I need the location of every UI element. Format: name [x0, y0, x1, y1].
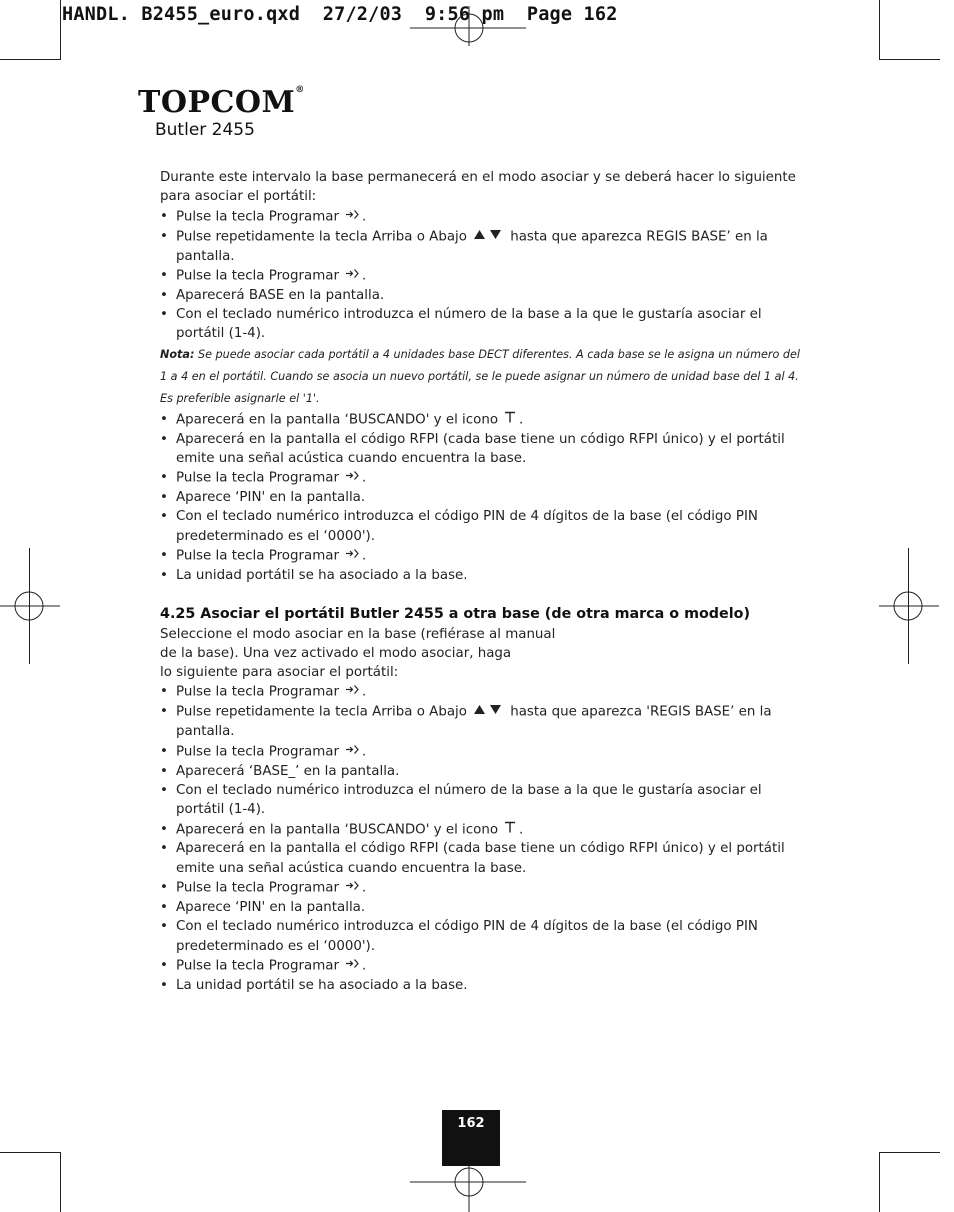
list-item: • Aparecerá en la pantalla ‘BUSCANDO' y el icono .	[160, 820, 810, 840]
section-heading: 4.25 Asociar el portátil Butler 2455 a otra base (de otra marca o modelo)	[160, 606, 750, 623]
list-item: • Con el teclado numérico introduzca el número de la base a la que le gustaría asociar el portátil (1-4).	[160, 305, 810, 344]
list-item: • Pulse la tecla Programar .	[160, 742, 810, 762]
list-item: • Pulse repetidamente la tecla Arriba o Abajo hasta que aparezca 'REGIS BASE’ en la pantalla.	[160, 702, 810, 741]
model-name: Butler 2455	[155, 120, 255, 140]
note-text: Se puede asociar cada portátil a 4 unidades base DECT diferentes. A cada base se le asigna un número del 1 a 4 en el portátil. Cuando se asocia un nuevo portátil, se le puede asignar un número de unidad base del 1 al 4. Es preferible asignarle el '1'.	[160, 347, 800, 405]
list-item: • Aparecerá en la pantalla ‘BUSCANDO' y el icono .	[160, 410, 810, 430]
steps-list-3	[160, 682, 810, 995]
list-item: • Pulse la tecla Programar .	[160, 546, 810, 566]
list-item: • Pulse la tecla Programar .	[160, 468, 810, 488]
print-slug: HANDL. B2455_euro.qxd 27/2/03 9:56 pm Page 162	[62, 4, 618, 25]
list-item: • Pulse la tecla Programar .	[160, 682, 810, 702]
antenna-icon	[504, 410, 516, 429]
intro-paragraph: Durante este intervalo la base permanecerá en el modo asociar y se deberá hacer lo siguiente para asociar el portátil:	[160, 170, 796, 205]
list-item: • Aparecerá ‘BASE_’ en la pantalla.	[160, 762, 810, 781]
list-item: • La unidad portátil se ha asociado a la base.	[160, 976, 810, 995]
list-item: • Aparecerá en la pantalla el código RFPI (cada base tiene un código RFPI único) y el portátil emite una señal acústica cuando encuentra la base.	[160, 839, 810, 878]
list-item: • Con el teclado numérico introduzca el código PIN de 4 dígitos de la base (el código PIN predeterminado es el ‘0000').	[160, 507, 810, 546]
program-key-icon	[345, 742, 359, 761]
manual-body	[160, 168, 810, 995]
topcom-logo	[138, 85, 305, 120]
list-item: • Pulse la tecla Programar .	[160, 207, 810, 227]
steps-list-1	[160, 207, 810, 344]
note-label: Nota:	[160, 347, 195, 361]
up-down-arrows-icon	[473, 702, 503, 721]
registered-mark: ®	[295, 85, 305, 95]
logo-text: TOPCOM	[138, 85, 296, 120]
registration-mark-right	[879, 585, 939, 629]
note-paragraph	[160, 344, 810, 410]
list-item: • Pulse repetidamente la tecla Arriba o Abajo hasta que aparezca REGIS BASE’ en la pantalla.	[160, 227, 810, 266]
steps-list-2	[160, 410, 810, 586]
program-key-icon	[345, 878, 359, 897]
program-key-icon	[345, 207, 359, 226]
list-item: • Con el teclado numérico introduzca el código PIN de 4 dígitos de la base (el código PIN predeterminado es el ‘0000').	[160, 917, 810, 956]
program-key-icon	[345, 468, 359, 487]
list-item: • La unidad portátil se ha asociado a la base.	[160, 566, 810, 585]
list-item: • Aparecerá en la pantalla el código RFPI (cada base tiene un código RFPI único) y el portátil emite una señal acústica cuando encuentra la base.	[160, 430, 810, 469]
section-intro-line: de la base). Una vez activado el modo asociar, haga	[160, 645, 512, 661]
antenna-icon	[504, 820, 516, 839]
registration-mark-top	[410, 6, 530, 46]
list-item: • Aparece ‘PIN' en la pantalla.	[160, 488, 810, 507]
list-item: • Pulse la tecla Programar .	[160, 266, 810, 286]
list-item: • Pulse la tecla Programar .	[160, 878, 810, 898]
registration-mark-left	[0, 585, 60, 629]
program-key-icon	[345, 956, 359, 975]
section-intro-line: Seleccione el modo asociar en la base (refiérase al manual	[160, 626, 556, 642]
list-item: • Aparecerá BASE en la pantalla.	[160, 286, 810, 305]
program-key-icon	[345, 682, 359, 701]
up-down-arrows-icon	[473, 227, 503, 246]
list-item: • Aparece ‘PIN' en la pantalla.	[160, 898, 810, 917]
page-number: 162	[442, 1110, 500, 1166]
list-item: • Pulse la tecla Programar .	[160, 956, 810, 976]
program-key-icon	[345, 266, 359, 285]
section-intro-line: lo siguiente para asociar el portátil:	[160, 665, 399, 681]
program-key-icon	[345, 546, 359, 565]
list-item: • Con el teclado numérico introduzca el número de la base a la que le gustaría asociar el portátil (1-4).	[160, 781, 810, 820]
